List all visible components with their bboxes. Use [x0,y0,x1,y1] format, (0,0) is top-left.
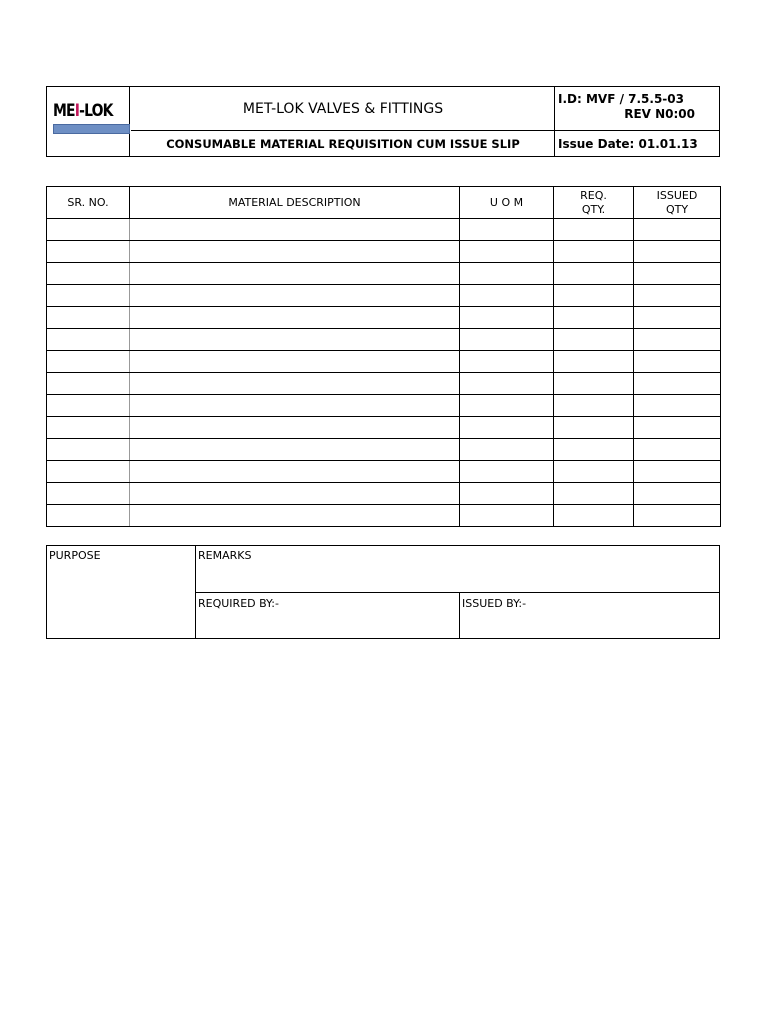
purpose-label: PURPOSE [49,549,101,562]
issued-qty-cell[interactable] [634,351,721,373]
material-description-cell[interactable] [130,483,460,505]
req-qty-cell[interactable] [554,439,634,461]
material-description-cell[interactable] [130,439,460,461]
issued-qty-cell[interactable] [634,241,721,263]
req-qty-cell[interactable] [554,395,634,417]
material-description-cell[interactable] [130,285,460,307]
form-header [46,86,720,157]
document-id: I.D: MVF / 7.5.5-03 [558,92,684,106]
material-description-cell[interactable] [130,461,460,483]
uom-cell[interactable] [460,351,554,373]
table-row [47,439,721,461]
uom-cell[interactable] [460,329,554,351]
table-header-row [47,187,721,219]
table-row [47,373,721,395]
req-qty-cell[interactable] [554,351,634,373]
sr-no-cell[interactable] [47,461,130,483]
column-header-material-description: MATERIAL DESCRIPTION [130,187,460,219]
remarks-label: REMARKS [198,549,252,562]
req-qty-cell[interactable] [554,329,634,351]
material-description-cell[interactable] [130,417,460,439]
sr-no-cell[interactable] [47,439,130,461]
logo-bar [53,124,130,134]
table-row [47,483,721,505]
sr-no-cell[interactable] [47,505,130,527]
req-qty-cell[interactable] [554,417,634,439]
column-header-issued-qty: ISSUED QTY [634,187,721,219]
issue-date: Issue Date: 01.01.13 [554,131,719,156]
required-by-field[interactable] [196,593,460,638]
req-qty-cell[interactable] [554,307,634,329]
material-description-cell[interactable] [130,241,460,263]
sr-no-cell[interactable] [47,329,130,351]
table-row [47,241,721,263]
sr-no-cell[interactable] [47,241,130,263]
sr-no-cell[interactable] [47,307,130,329]
uom-cell[interactable] [460,417,554,439]
issued-qty-cell[interactable] [634,263,721,285]
form-footer [46,545,720,639]
table-row [47,307,721,329]
uom-cell[interactable] [460,461,554,483]
company-name: MET-LOK VALVES & FITTINGS [131,87,555,131]
table-row [47,417,721,439]
table-row [47,505,721,527]
req-qty-cell[interactable] [554,219,634,241]
sr-no-cell[interactable] [47,483,130,505]
issued-qty-cell[interactable] [634,483,721,505]
sr-no-cell[interactable] [47,351,130,373]
req-qty-cell[interactable] [554,285,634,307]
slip-title: CONSUMABLE MATERIAL REQUISITION CUM ISSUE SLIP [166,136,520,151]
req-qty-cell[interactable] [554,263,634,285]
sr-no-cell[interactable] [47,285,130,307]
issued-qty-cell[interactable] [634,505,721,527]
uom-cell[interactable] [460,395,554,417]
column-header-req-qty: REQ. QTY. [554,187,634,219]
material-description-cell[interactable] [130,263,460,285]
req-qty-cell[interactable] [554,505,634,527]
uom-cell[interactable] [460,505,554,527]
uom-cell[interactable] [460,285,554,307]
uom-cell[interactable] [460,307,554,329]
logo-cell [47,87,130,156]
issued-qty-cell[interactable] [634,395,721,417]
issued-qty-cell[interactable] [634,285,721,307]
table-row [47,461,721,483]
issued-qty-cell[interactable] [634,329,721,351]
purpose-field[interactable] [47,546,196,638]
sr-no-cell[interactable] [47,373,130,395]
issued-qty-cell[interactable] [634,373,721,395]
material-description-cell[interactable] [130,373,460,395]
table-row [47,263,721,285]
uom-cell[interactable] [460,373,554,395]
uom-cell[interactable] [460,219,554,241]
table-body [47,219,721,527]
column-header-uom: U O M [460,187,554,219]
remarks-field[interactable] [196,546,719,593]
issued-qty-cell[interactable] [634,307,721,329]
column-header-sr-no: SR. NO. [47,187,130,219]
material-description-cell[interactable] [130,329,460,351]
document-id-cell [554,87,719,131]
table-row [47,351,721,373]
issued-by-label: ISSUED BY:- [462,597,527,610]
issued-qty-cell[interactable] [634,417,721,439]
req-qty-cell[interactable] [554,373,634,395]
material-table [46,186,721,527]
uom-cell[interactable] [460,483,554,505]
req-qty-cell[interactable] [554,241,634,263]
table-row [47,329,721,351]
uom-cell[interactable] [460,439,554,461]
material-description-cell[interactable] [130,505,460,527]
material-description-cell[interactable] [130,395,460,417]
material-description-cell[interactable] [130,351,460,373]
issued-by-field[interactable] [460,593,719,638]
issued-qty-cell[interactable] [634,439,721,461]
revision-number: REV N0:00 [624,107,695,121]
table-row [47,395,721,417]
sr-no-cell[interactable] [47,219,130,241]
table-row [47,219,721,241]
uom-cell[interactable] [460,263,554,285]
uom-cell[interactable] [460,241,554,263]
sr-no-cell[interactable] [47,417,130,439]
material-description-cell[interactable] [130,307,460,329]
company-logo: MEI-LOK [53,101,113,121]
issued-qty-cell[interactable] [634,461,721,483]
issued-qty-cell[interactable] [634,219,721,241]
sr-no-cell[interactable] [47,395,130,417]
required-by-label: REQUIRED BY:- [198,597,279,610]
req-qty-cell[interactable] [554,461,634,483]
sr-no-cell[interactable] [47,263,130,285]
table-row [47,285,721,307]
req-qty-cell[interactable] [554,483,634,505]
material-description-cell[interactable] [130,219,460,241]
